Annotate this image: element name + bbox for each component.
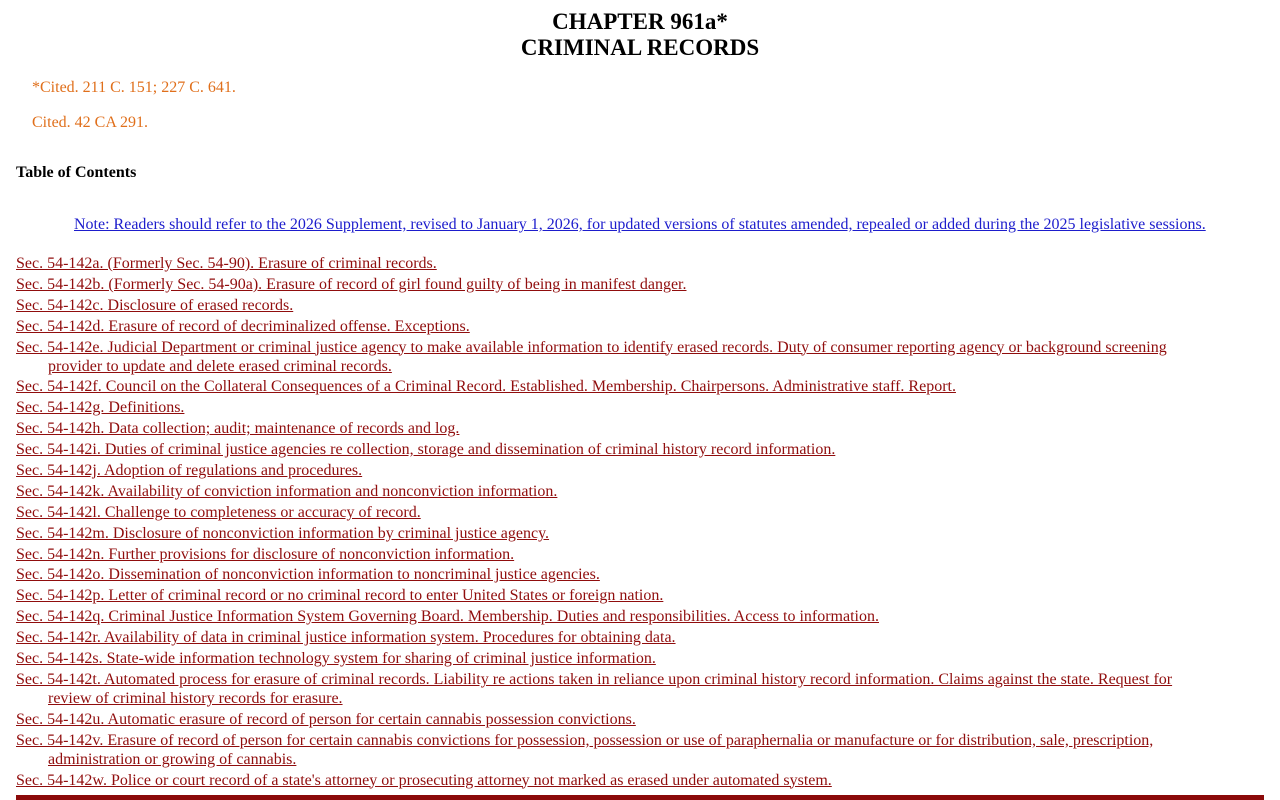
toc-item	[16, 607, 1176, 626]
citation-1: *Cited. 211 C. 151; 227 C. 641.	[32, 79, 236, 96]
toc-item	[16, 377, 1176, 396]
toc-item	[16, 254, 1176, 273]
toc-item	[16, 771, 1176, 790]
section-link-54-142a[interactable]: Sec. 54-142a. (Formerly Sec. 54-90). Erasure of criminal records.	[16, 255, 437, 272]
toc-item	[16, 461, 1176, 480]
citations	[0, 79, 1280, 132]
toc-item	[16, 440, 1176, 459]
section-link-54-142o[interactable]: Sec. 54-142o. Dissemination of nonconviction information to noncriminal justice agencies.	[16, 566, 600, 584]
toc-item	[16, 545, 1176, 564]
section-link-54-142v[interactable]: Sec. 54-142v. Erasure of record of person for certain cannabis convictions for possession, possession or use of paraphernalia or manufacture or for distribution, sale, prescription, administration or growing of cannabis.	[16, 731, 1154, 768]
toc-item	[16, 296, 1176, 315]
toc-list	[16, 254, 1176, 791]
section-link-54-142e[interactable]: Sec. 54-142e. Judicial Department or criminal justice agency to make available information to identify erased records. Duty of consumer reporting agency or background screening provider to update and delete erased criminal records.	[16, 338, 1167, 375]
toc-item	[16, 398, 1176, 417]
section-link-54-142m[interactable]: Sec. 54-142m. Disclosure of nonconviction information by criminal justice agency.	[16, 524, 550, 542]
chapter-name: CRIMINAL RECORDS	[520, 35, 760, 60]
section-link-54-142g[interactable]: Sec. 54-142g. Definitions.	[16, 399, 185, 417]
section-link-54-142k[interactable]: Sec. 54-142k. Availability of conviction information and nonconviction information.	[16, 482, 558, 500]
section-link-54-142q[interactable]: Sec. 54-142q. Criminal Justice Information System Governing Board. Membership. Duties and responsibilities. Access to information.	[16, 608, 879, 626]
toc-item	[16, 649, 1176, 668]
section-link-54-142t[interactable]: Sec. 54-142t. Automated process for erasure of criminal records. Liability re actions taken in reliance upon criminal history record information. Claims against the state. Request for review of criminal history records for erasure.	[16, 670, 1173, 707]
section-link-54-142b[interactable]: Sec. 54-142b. (Formerly Sec. 54-90a). Erasure of record of girl found guilty of being in manifest danger.	[16, 275, 687, 293]
toc-item	[16, 586, 1176, 605]
section-link-54-142l[interactable]: Sec. 54-142l. Challenge to completeness or accuracy of record.	[16, 503, 421, 521]
section-link-54-142f[interactable]: Sec. 54-142f. Council on the Collateral Consequences of a Criminal Record. Established. Membership. Chairpersons. Administrative staff. Report.	[16, 378, 956, 396]
citation-2: Cited. 42 CA 291.	[32, 114, 149, 131]
supplement-note-link[interactable]: Note: Readers should refer to the 2026 Supplement, revised to January 1, 2026, for updated versions of statutes amended, repealed or added during the 2025 legislative sessions.	[74, 216, 1206, 233]
toc-item	[16, 419, 1176, 438]
toc-item	[16, 275, 1176, 294]
toc-item	[16, 565, 1176, 584]
footer-divider-bar	[16, 795, 1264, 800]
chapter-number: CHAPTER 961a*	[552, 9, 728, 34]
section-link-54-142n[interactable]: Sec. 54-142n. Further provisions for disclosure of nonconviction information.	[16, 545, 515, 563]
section-link-54-142h[interactable]: Sec. 54-142h. Data collection; audit; maintenance of records and log.	[16, 420, 460, 438]
toc-item	[16, 628, 1176, 647]
toc-item	[16, 670, 1176, 708]
section-link-54-142w[interactable]: Sec. 54-142w. Police or court record of a state's attorney or prosecuting attorney not marked as erased under automated system.	[16, 771, 832, 789]
section-link-54-142u[interactable]: Sec. 54-142u. Automatic erasure of record of person for certain cannabis possession convictions.	[16, 710, 636, 728]
section-link-54-142r[interactable]: Sec. 54-142r. Availability of data in criminal justice information system. Procedures for obtaining data.	[16, 629, 676, 647]
toc-item	[16, 482, 1176, 501]
section-link-54-142j[interactable]: Sec. 54-142j. Adoption of regulations and procedures.	[16, 462, 363, 480]
toc-item	[16, 317, 1176, 336]
toc-item	[16, 503, 1176, 522]
toc-item	[16, 338, 1176, 376]
section-link-54-142c[interactable]: Sec. 54-142c. Disclosure of erased records.	[16, 296, 294, 314]
chapter-title	[0, 9, 1280, 61]
toc-item	[16, 731, 1176, 769]
section-link-54-142s[interactable]: Sec. 54-142s. State-wide information technology system for sharing of criminal justice information.	[16, 650, 656, 668]
toc-heading: Table of Contents	[16, 164, 137, 181]
toc-item	[16, 524, 1176, 543]
section-link-54-142d[interactable]: Sec. 54-142d. Erasure of record of decriminalized offense. Exceptions.	[16, 317, 470, 335]
section-link-54-142p[interactable]: Sec. 54-142p. Letter of criminal record or no criminal record to enter United States or foreign nation.	[16, 587, 664, 605]
section-link-54-142i[interactable]: Sec. 54-142i. Duties of criminal justice agencies re collection, storage and dissemination of criminal history record information.	[16, 441, 836, 459]
toc-item	[16, 710, 1176, 729]
